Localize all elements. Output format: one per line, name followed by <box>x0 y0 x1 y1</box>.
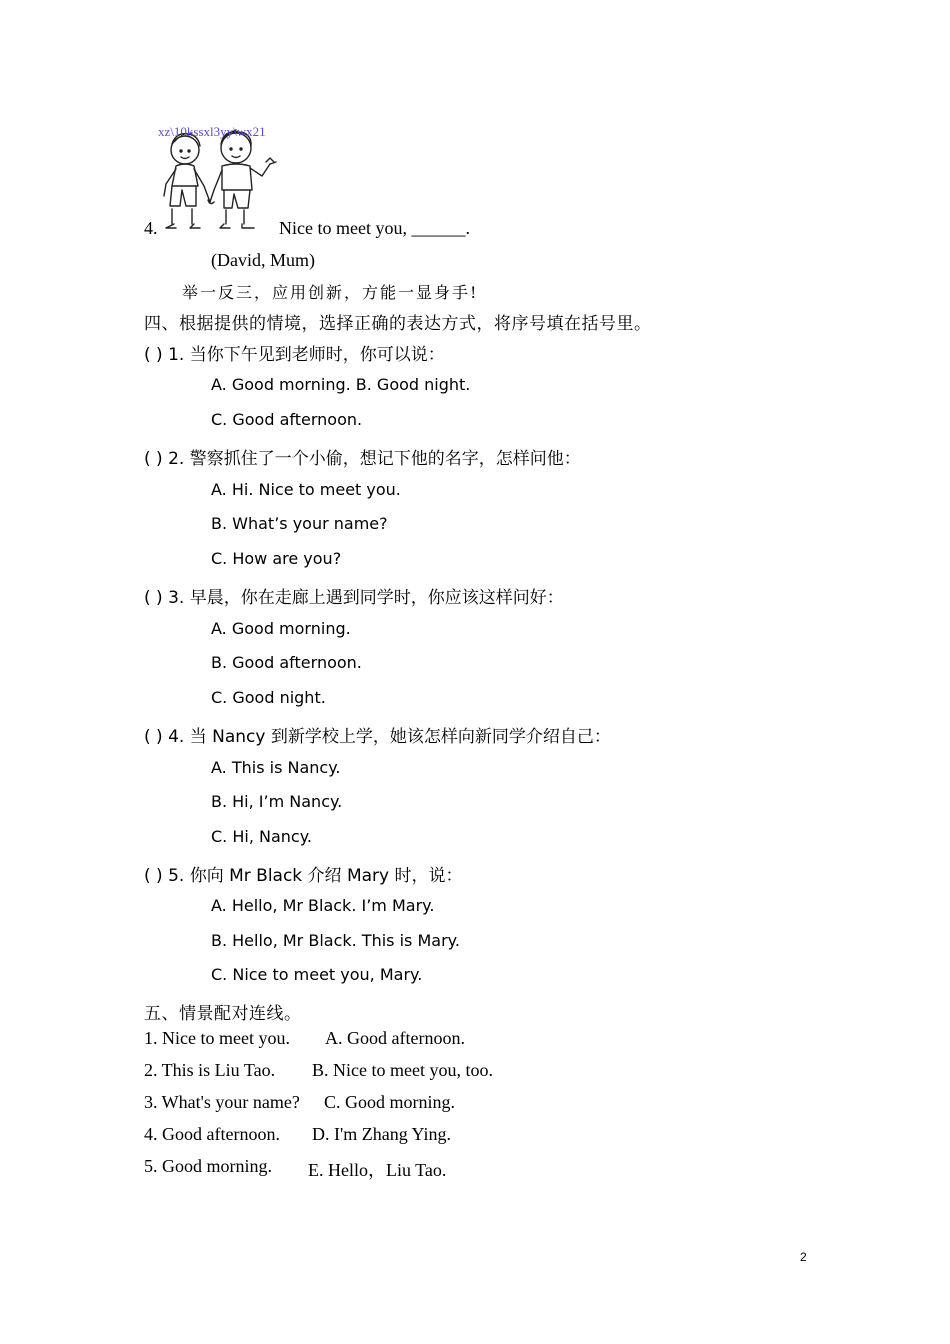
s4-q2-option-c: C. How are you? <box>211 549 342 568</box>
s5-row5-right: E. Hello，Liu Tao. <box>308 1160 447 1180</box>
s4-q4-option-a: A. This is Nancy. <box>211 758 341 777</box>
question-4-choices: (David, Mum) <box>211 250 315 270</box>
s4-q3-prompt: ( ) 3. 早晨，你在走廊上遇到同学时，你应该这样问好： <box>144 588 564 608</box>
s4-q5-option-b: B. Hello, Mr Black. This is Mary. <box>211 931 460 950</box>
s5-row2-left: 2. This is Liu Tao. <box>144 1060 276 1080</box>
children-drawing <box>158 124 278 236</box>
page-number: 2 <box>800 1250 807 1264</box>
s4-q2-prompt: ( ) 2. 警察抓住了一个小偷，想记下他的名字，怎样问他： <box>144 449 581 469</box>
s5-row4-right: D. I'm Zhang Ying. <box>312 1124 452 1144</box>
s4-q5-option-a: A. Hello, Mr Black. I’m Mary. <box>211 896 435 915</box>
s4-q1-prompt: ( ) 1. 当你下午见到老师时，你可以说： <box>144 345 445 365</box>
s4-q3-option-c: C. Good night. <box>211 688 326 707</box>
encouragement-line: 举一反三，应用创新，方能一显身手! <box>182 283 479 302</box>
s4-q4-option-b: B. Hi, I’m Nancy. <box>211 792 343 811</box>
s5-row4-left: 4. Good afternoon. <box>144 1124 280 1144</box>
s5-row2-right: B. Nice to meet you, too. <box>312 1060 493 1080</box>
s5-row5-left: 5. Good morning. <box>144 1156 272 1176</box>
section-4-title: 四、根据提供的情境，选择正确的表达方式，将序号填在括号里。 <box>144 314 652 334</box>
s4-q4-option-c: C. Hi, Nancy. <box>211 827 312 846</box>
s4-q4-prompt: ( ) 4. 当 Nancy 到新学校上学，她该怎样向新同学介绍自己： <box>144 727 611 747</box>
s4-q2-option-a: A. Hi. Nice to meet you. <box>211 480 401 499</box>
s5-row1-right: A. Good afternoon. <box>325 1028 465 1048</box>
s4-q1-option-c: C. Good afternoon. <box>211 410 363 429</box>
s4-q1-option-ab: A. Good morning. B. Good night. <box>211 375 471 394</box>
s4-q5-option-c: C. Nice to meet you, Mary. <box>211 965 423 984</box>
s5-row1-left: 1. Nice to meet you. <box>144 1028 290 1048</box>
s4-q5-prompt: ( ) 5. 你向 Mr Black 介绍 Mary 时，说： <box>144 866 463 886</box>
s4-q3-option-a: A. Good morning. <box>211 619 351 638</box>
question-4-number: 4. <box>144 218 158 238</box>
s4-q3-option-b: B. Good afternoon. <box>211 653 362 672</box>
children-illustration <box>158 124 278 236</box>
watermark-text: xz\10kssxl3yy\wx21 <box>158 124 266 139</box>
s5-row3-left: 3. What's your name? <box>144 1092 300 1112</box>
question-4-sentence: Nice to meet you, ______. <box>279 218 470 238</box>
section-5-title: 五、情景配对连线。 <box>144 1004 302 1024</box>
s5-row3-right: C. Good morning. <box>324 1092 456 1112</box>
s4-q2-option-b: B. What’s your name? <box>211 514 388 533</box>
